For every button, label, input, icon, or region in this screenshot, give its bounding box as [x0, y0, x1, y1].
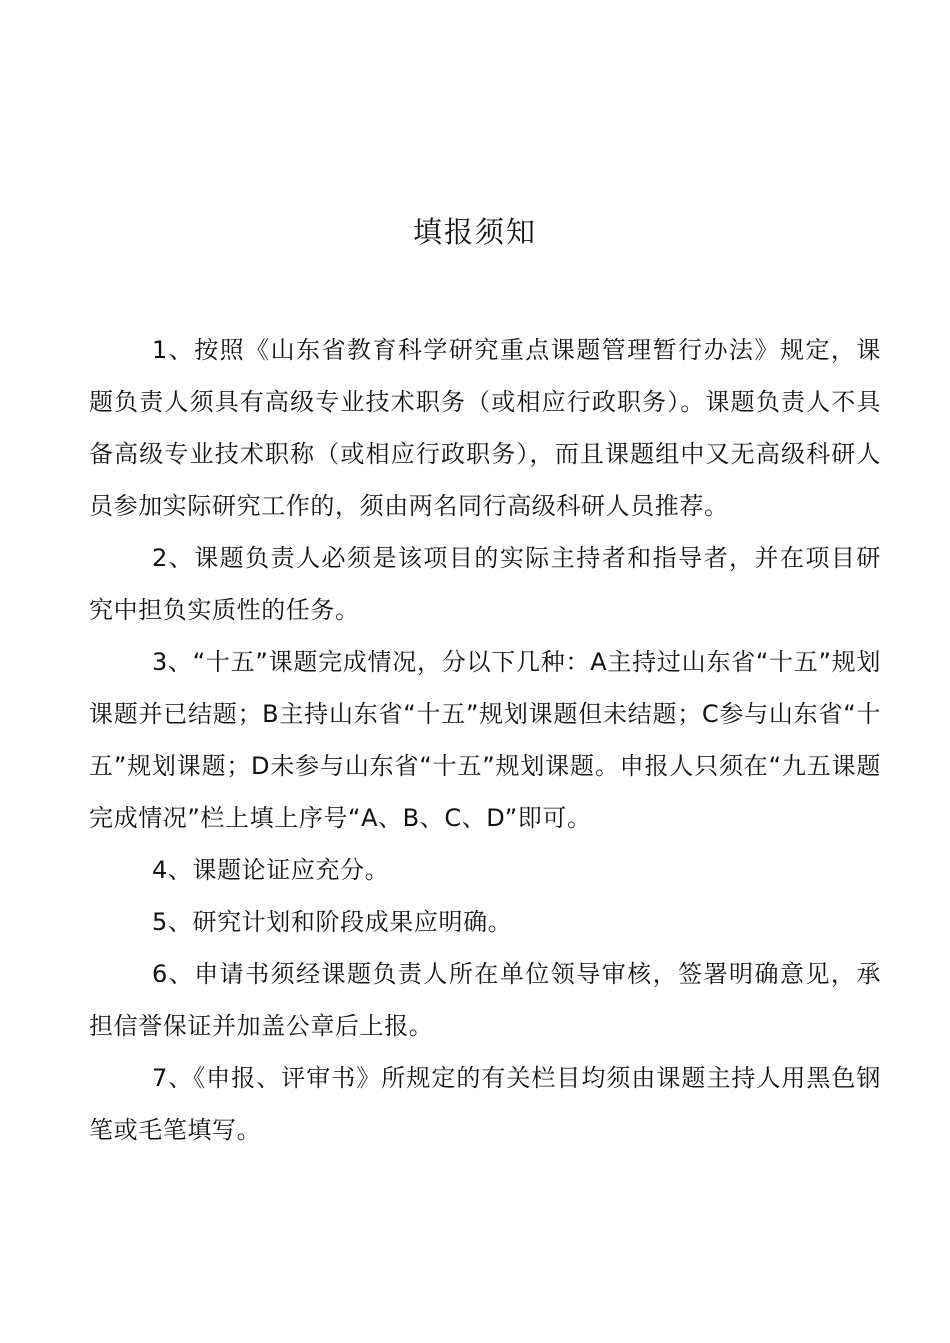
instructions-body — [89, 324, 881, 1156]
instruction-paragraph-3: 3、“十五”课题完成情况，分以下几种：A主持过山东省“十五”规划课题并已结题；B主持山东省“十五”规划课题但未结题；C参与山东省“十五”规划课题；D未参与山东省“十五”规划课题。申报人只须在“九五课题完成情况”栏上填上序号“A、B、C、D”即可。 — [89, 648, 881, 832]
instruction-paragraph-2: 2、课题负责人必须是该项目的实际主持者和指导者，并在项目研究中担负实质性的任务。 — [89, 544, 881, 624]
page-title: 填报须知 — [412, 215, 537, 249]
instruction-paragraph-4: 4、课题论证应充分。 — [152, 856, 390, 884]
instruction-paragraph-1: 1、按照《山东省教育科学研究重点课题管理暂行办法》规定，课题负责人须具有高级专业技术职务（或相应行政职务）。课题负责人不具备高级专业技术职称（或相应行政职务），而且课题组中又无高级科研人员参加实际研究工作的，须由两名同行高级科研人员推荐。 — [89, 336, 881, 520]
instruction-paragraph-6: 6、申请书须经课题负责人所在单位领导审核，签署明确意见，承担信誉保证并加盖公章后上报。 — [89, 960, 881, 1040]
instruction-paragraph-7: 7、《申报、评审书》所规定的有关栏目均须由课题主持人用黑色钢笔或毛笔填写。 — [89, 1064, 881, 1144]
instruction-paragraph-5: 5、研究计划和阶段成果应明确。 — [152, 908, 513, 936]
